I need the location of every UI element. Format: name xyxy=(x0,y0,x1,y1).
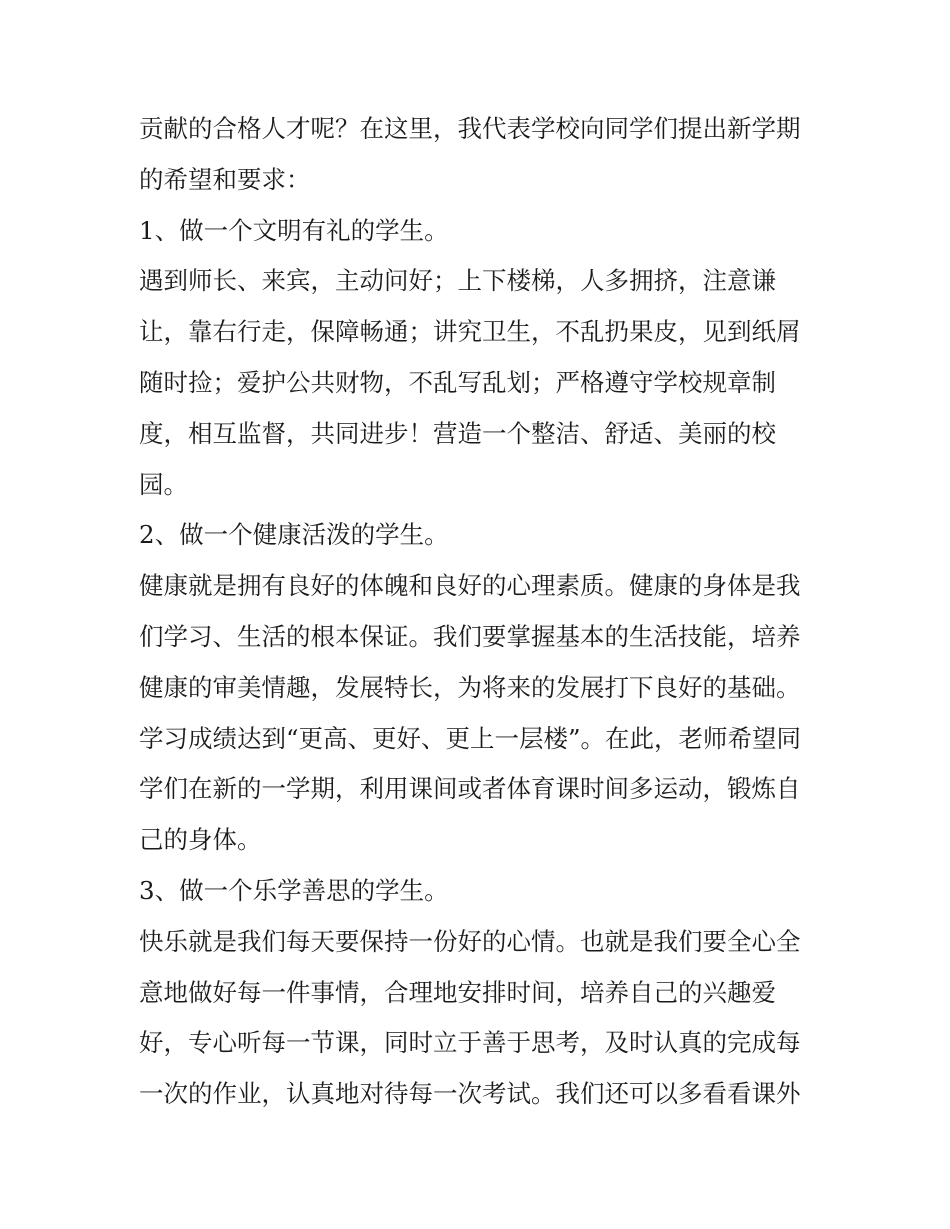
section-heading: 2、做一个健康活泼的学生。 xyxy=(139,520,449,550)
text-line: 贡献的合格人才呢？在这里，我代表学校向同学们提出新学期 xyxy=(139,114,801,143)
text-line: 好，专心听每一节课，同时立于善于思考，及时认真的完成每 xyxy=(139,1028,801,1058)
text-line: 己的身体。 xyxy=(139,825,262,855)
text-line: 健康就是拥有良好的体魄和良好的心理素质。健康的身体是我 xyxy=(139,571,801,601)
text-line: 快乐就是我们每天要保持一份好的心情。也就是我们要全心全 xyxy=(139,926,801,956)
text-line: 意地做好每一件事情，合理地安排时间，培养自己的兴趣爱 xyxy=(139,977,776,1007)
text-line: 遇到师长、来宾，主动问好；上下楼梯，人多拥挤，注意谦 xyxy=(139,266,776,296)
document-body xyxy=(139,104,829,1120)
text-line: 的希望和要求： xyxy=(139,164,311,194)
text-line: 健康的审美情趣，发展特长，为将来的发展打下良好的基础。 xyxy=(139,672,801,702)
text-line: 让，靠右行走，保障畅通；讲究卫生，不乱扔果皮，见到纸屑 xyxy=(139,317,801,347)
text-line: 园。 xyxy=(139,469,188,499)
section-heading: 3、做一个乐学善思的学生。 xyxy=(139,875,449,905)
text-line: 学习成绩达到“更高、更好、更上一层楼”。在此，老师希望同 xyxy=(139,723,802,753)
text-line: 学们在新的一学期，利用课间或者体育课时间多运动，锻炼自 xyxy=(139,774,801,804)
text-line: 度，相互监督，共同进步！营造一个整洁、舒适、美丽的校 xyxy=(139,418,776,448)
text-line: 们学习、生活的根本保证。我们要掌握基本的生活技能，培养 xyxy=(139,621,801,651)
section-heading: 1、做一个文明有礼的学生。 xyxy=(139,215,449,245)
text-line: 随时捡；爱护公共财物，不乱写乱划；严格遵守学校规章制 xyxy=(139,367,776,397)
text-line: 一次的作业，认真地对待每一次考试。我们还可以多看看课外 xyxy=(139,1079,801,1109)
